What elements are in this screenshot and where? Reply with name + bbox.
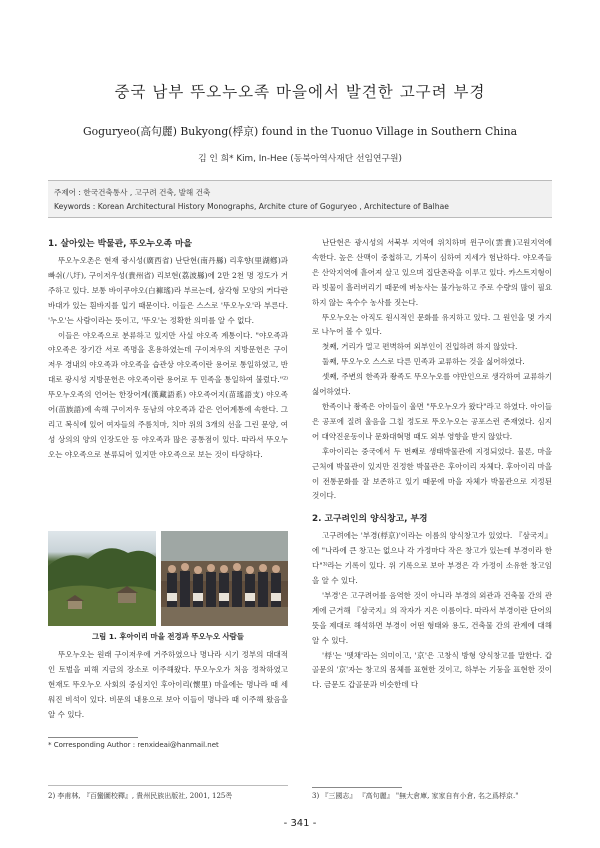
section-2-paragraph: '桴'는 '뗏채'라는 의미이고, '京'은 고창식 방형 양식창고를 말한다. 갑골문의 '京'자는 창고의 몸체를 표현한 것이고, 하부는 기둥을 표현한 것이다. 금문도 갑골문과 비슷한데 다 <box>312 650 552 690</box>
right-paragraph: 셋째, 주변의 한족과 좡족도 뚜오누오를 야만인으로 생각하여 교류하기 싫어하였다. <box>312 372 552 397</box>
section-1-paragraph: 뚜오누오촌은 현재 광시성(廣西省) 난단현(南丹縣) 리후향(里湖鄕)과 빠쉬(八圩), 구이저우성(貴州省) 리보현(荔波縣)에 2만 2천 명 정도가 거주하고 있다. 보통 바이쿠야오(白褲瑤)라 부르는데, 삼각형 모양의 커다란 바대가 있는 흰바지를 입기 때문이다. 이들은 스스로 '뚜오누오'라 부른다. '누오'는 사람이라는 뜻이고, '뚜오'는 정확한 의미를 알 수 없다. <box>48 256 288 325</box>
figure-caption: 그림 1. 후아이리 마을 전경과 뚜오누오 사람들 <box>92 632 244 641</box>
footnote-rule <box>48 737 138 738</box>
corresponding-author: * Corresponding Author : renxideai@hanmail.net <box>48 741 219 749</box>
right-paragraph: 둘째, 뚜오누오 스스로 다른 민족과 교류하는 것을 싫어하였다. <box>322 357 525 367</box>
keywords-english: Keywords : Korean Architectural History Monographs, Archite cture of Goguryeo , Architecture of Balhae <box>54 202 449 211</box>
paper-title: 중국 남부 뚜오누오족 마을에서 발견한 고구려 부경 <box>114 83 486 101</box>
footnote-3: 3) 『三國志』 『高句麗』 "無大倉庫, 家家自有小倉, 名之爲桴京." <box>312 792 519 800</box>
footnote-divider <box>48 785 288 786</box>
section-1-paragraph: 이들은 야오족으로 분류하고 있지만 사실 야오족 계통이다. "야오족과 야오족은 장기간 서로 족명을 혼용하였는데 구이저우의 지방문헌은 구이저우 경내의 야오족과 야오족을 습관상 야오족이란 용어로 통일하였고, 반대로 광시성 지방문헌은 야오족이란 용어로 두 민족을 통일하여 불렀다."²⁾ 뚜오누오족의 언어는 한장어계(漢藏語系) 야오족어지(苗瑤語支) 야오족어(苗族語)에 속해 구이저우 동남의 야오족과 같은 언어계통에 속한다. 그리고 복식에 있어 여자들의 주름치마, 치마 위의 3개의 선을 그린 문양, 여성 상의의 양의 인장도안 등 야오족과 많은 공통점이 있다. 따라서 뚜오누오는 야오족으로 분류되어 있지만 야오족으로 보는 것이 타당하다. <box>48 330 288 459</box>
right-column <box>312 236 552 693</box>
village-landscape-photo <box>48 531 156 626</box>
keywords-korean: 주제어 : 한국건축통사 , 고구려 건축, 발해 건축 <box>54 188 211 197</box>
right-paragraph: 후아이리는 중국에서 두 번째로 생태박물관에 지정되었다. 물론, 마을 근처에 박물관이 있지만 진정한 박물관은 후아이리 자체다. 후아이리 마을이 전통문화를 잘 보존하고 있기 때문에 마을 자체가 박물관으로 지정된 것이다. <box>312 446 552 501</box>
tuonuo-people-photo <box>161 531 288 626</box>
right-paragraph: 첫째, 거리가 멀고 편벽하여 외부인이 진입하려 하지 않았다. <box>322 342 518 352</box>
keyword-box <box>48 180 552 218</box>
page-number: - 341 - <box>283 818 317 829</box>
section-1-paragraph: 뚜오누오는 원래 구이저우에 거주하였으나 명나라 시기 정부의 대대적인 토벌을 피해 지금의 장소로 이주해왔다. 뚜오누오가 처음 정착하였고 현재도 뚜오누오 사회의 중심지인 후아이리(懷里) 마을에는 명나라 때 세워진 비석이 있다. 비문의 내용으로 보아 이들이 명나라 때 이주해 왔음을 알 수 있다. <box>48 650 288 719</box>
left-column <box>48 236 288 463</box>
left-column-continued <box>48 648 288 723</box>
right-paragraph: 한족이나 좡족은 아이들이 울면 "뚜오누오가 왔다"라고 하였다. 아이들은 공포에 질려 울음을 그칠 정도로 뚜오누오는 공포스런 존재였다. 심지어 대약진운동이나 문화대혁명 때도 외부 영향을 받지 않았다. <box>312 401 552 441</box>
footnote-rule <box>312 787 402 788</box>
section-2-paragraph: 고구려에는 '부경(桴京)'이라는 이름의 양식창고가 있었다. 『삼국지』에 "나라에 큰 창고는 없으나 각 가정마다 작은 창고가 있는데 부경이라 한다"³⁾라는 기록이 있다. 위 기록으로 보아 부경은 각 가정이 소유한 창고임을 알 수 있다. <box>312 531 552 586</box>
right-paragraph: 난단현은 광시성의 서북부 지역에 위치하며 윈구이(雲貴)고원지역에 속한다. 높은 산맥이 중첩하고, 기복이 심하여 지세가 험난하다. 야오족들은 산악지역에 흩어져 살고 있으며 집단촌락을 이루고 있다. 카스트지형이라 빗물이 흘러버리기 때문에 벼농사는 불가능하고 주로 수량의 많이 필요하지 않는 옥수수 농사를 짓는다. <box>312 238 552 307</box>
author-line: 김 인 희* Kim, In-Hee (동북아역사재단 선임연구원) <box>198 154 402 164</box>
section-1-heading: 1. 살아있는 박물관, 뚜오누오족 마을 <box>48 239 193 249</box>
paper-subtitle: Goguryeo(高句麗) Bukyong(桴京) found in the Tuonuo Village in Southern China <box>82 125 518 138</box>
footnote-2: 2) 李甫林, 『百蠻圖校釋』, 貴州民族出版社, 2001, 125쪽 <box>48 792 233 800</box>
figure-1 <box>48 531 288 626</box>
section-2-heading: 2. 고구려인의 양식창고, 부경 <box>312 514 428 525</box>
section-2-paragraph: '부경'은 고구려어를 음역한 것이 아니라 부경의 외관과 건축물 간의 관계에 근거해 『삼국지』의 작자가 지은 이름이다. 따라서 부경이란 단어의 뜻을 제대로 해석하면 부경이 어떤 형태와 용도, 건축물 간의 관계에 대해 알 수 있다. <box>312 590 552 645</box>
right-paragraph: 뚜오누오는 아직도 원시적인 문화를 유지하고 있다. 그 원인을 몇 가지로 나누어 볼 수 있다. <box>312 312 552 337</box>
